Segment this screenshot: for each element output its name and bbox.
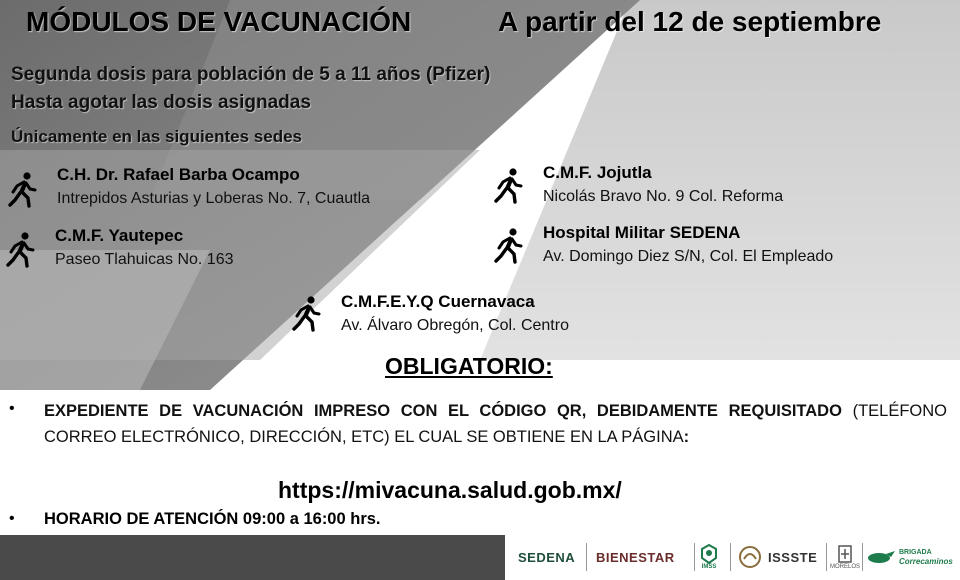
divider — [862, 543, 863, 571]
sedena-logo: SEDENA — [518, 549, 576, 565]
footer-logos — [0, 535, 960, 580]
requirement-item-2-hours: HORARIO DE ATENCIÓN 09:00 a 16:00 hrs. — [44, 510, 381, 528]
site-name-jojutla: C.M.F. Jojutla — [543, 163, 652, 182]
person-walking-icon — [494, 228, 524, 264]
morelos-emblem-icon — [837, 544, 853, 564]
subtitle-dose: Segunda dosis para población de 5 a 11 años (Pfizer) — [11, 64, 491, 85]
brigada-correcaminos-logo: BRIGADA Correcaminos — [866, 539, 953, 575]
person-walking-icon — [6, 232, 36, 268]
site-address-cuernavaca: Av. Álvaro Obregón, Col. Centro — [341, 317, 569, 334]
sedes-label: Únicamente en las siguientes sedes — [11, 127, 303, 146]
morelos-logo: MORELOS — [830, 539, 860, 575]
site-name-cuautla: C.H. Dr. Rafael Barba Ocampo — [57, 165, 300, 184]
imss-logo: IMSS — [700, 539, 718, 575]
requirement-1-colon: : — [683, 428, 690, 446]
site-address-jojutla: Nicolás Bravo No. 9 Col. Reforma — [543, 188, 784, 205]
site-address-yautepec: Paseo Tlahuicas No. 163 — [55, 251, 234, 268]
site-name-hospital-militar: Hospital Militar SEDENA — [543, 223, 741, 242]
page-title: MÓDULOS DE VACUNACIÓN — [26, 6, 412, 37]
requirement-1-detail: (TELÉFONO CORREO ELECTRÓNICO, DIRECCIÓN, ETC) EL CUAL SE OBTIENE EN LA PÁGINA — [44, 402, 947, 446]
vaccine-url[interactable]: https://mivacuna.salud.gob.mx/ — [278, 477, 622, 503]
site-name-yautepec: C.M.F. Yautepec — [55, 226, 184, 245]
person-walking-icon — [494, 168, 524, 204]
issste-logo: ISSSTE — [738, 539, 817, 575]
roadrunner-icon — [866, 547, 896, 567]
start-date: A partir del 12 de septiembre — [498, 6, 882, 37]
footer-bar — [0, 535, 505, 580]
subtitle-availability: Hasta agotar las dosis asignadas — [11, 92, 311, 113]
divider — [730, 543, 731, 571]
divider — [586, 543, 587, 571]
imss-emblem-icon — [700, 544, 718, 564]
site-address-cuautla: Intrepidos Asturias y Loberas No. 7, Cuautla — [57, 190, 371, 207]
divider — [694, 543, 695, 571]
person-walking-icon — [292, 296, 322, 332]
bienestar-logo: BIENESTAR — [596, 549, 675, 565]
site-name-cuernavaca: C.M.F.E.Y.Q Cuernavaca — [341, 292, 535, 311]
person-walking-icon — [8, 172, 38, 208]
bullet-2: • — [9, 510, 15, 527]
requirement-item-1 — [44, 398, 947, 450]
divider — [826, 543, 827, 571]
site-address-hospital-militar: Av. Domingo Diez S/N, Col. El Empleado — [543, 248, 834, 265]
issste-emblem-icon — [738, 545, 762, 569]
requirements-heading: OBLIGATORIO: — [385, 353, 553, 379]
requirement-1-bold: EXPEDIENTE DE VACUNACIÓN IMPRESO CON EL CÓDIGO QR, DEBIDAMENTE REQUISITADO — [44, 402, 842, 420]
bullet-1: • — [9, 400, 15, 417]
